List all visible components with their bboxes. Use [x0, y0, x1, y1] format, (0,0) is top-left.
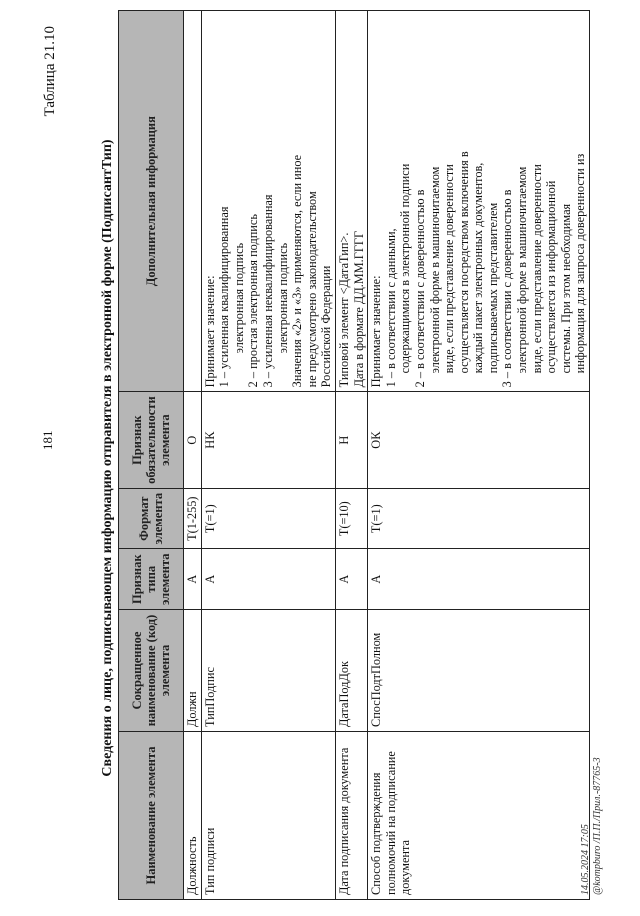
- cell-info: [184, 11, 202, 392]
- cell-type: А: [335, 549, 367, 610]
- cell-name: Способ подтверждения полномочий на подписание документа: [368, 732, 590, 900]
- footer-stamp-line: 14.05.2024 17:05: [580, 824, 591, 895]
- header-type: Признак типа элемента: [119, 549, 184, 610]
- cell-format: T(1-255): [184, 488, 202, 549]
- table-row: [368, 11, 590, 900]
- page-number: 181: [40, 430, 55, 450]
- cell-code: СпосПодтПолном: [368, 610, 590, 732]
- table-row: [201, 11, 335, 900]
- footer-stamp-line: @kompburo /П.П./Прил.-87765-3: [592, 757, 603, 895]
- cell-required: ОК: [368, 392, 590, 489]
- cell-name: Дата подписания документа: [335, 732, 367, 900]
- cell-code: ДатаПодДок: [335, 610, 367, 732]
- cell-format: T(=1): [201, 488, 335, 549]
- header-info: Дополнительная информация: [119, 11, 184, 392]
- cell-code: Должн: [184, 610, 202, 732]
- cell-required: Н: [335, 392, 367, 489]
- cell-format: T(=1): [368, 488, 590, 549]
- cell-code: ТипПодпис: [201, 610, 335, 732]
- cell-type: А: [201, 549, 335, 610]
- cell-info: Принимает значение: 1 – в соответствии с данными, содержащимися в электронной подписи 2 – в соответствии с доверенностью в электронной форме в машиночитаемом виде, если представление доверенности осуществляется посредством включения в каждый пакет электронных документов, подписываемых представителем 3 – в соответствии с доверенностью в электронной форме в машиночитаемом виде, если представление доверенности осуществляется из информационной системы. При этом необходимая информация для запроса доверенности из: [368, 11, 590, 392]
- cell-name: Должность: [184, 732, 202, 900]
- cell-info: Принимает значение: 1 – усиленная квалифицированная электронная подпись 2 – простая электронная подпись 3 – усиленная неквалифицированная электронная подпись Значения «2» и «3» применяются, если иное не предусмотрено законодательством Российской Федерации: [201, 11, 335, 392]
- cell-name: Тип подписи: [201, 732, 335, 900]
- table-header-row: [119, 11, 184, 900]
- table-row: [184, 11, 202, 900]
- footer-stamp: [580, 757, 604, 895]
- cell-type: А: [184, 549, 202, 610]
- header-code: Сокращенное наименование (код) элемента: [119, 610, 184, 732]
- cell-type: А: [368, 549, 590, 610]
- table-row: [335, 11, 367, 900]
- header-format: Формат элемента: [119, 488, 184, 549]
- header-name: Наименование элемента: [119, 732, 184, 900]
- table-label: Таблица 21.10: [42, 26, 58, 117]
- cell-required: О: [184, 392, 202, 489]
- cell-info: Типовой элемент <ДатаТип>. Дата в формате ДД.ММ.ГГГГ: [335, 11, 367, 392]
- table-caption: Сведения о лице, подписывающем информацию отправителя в электронной форме (ПодписантТип): [100, 139, 115, 777]
- cell-required: НК: [201, 392, 335, 489]
- data-table: [118, 10, 590, 900]
- header-required: Признак обязательности элемента: [119, 392, 184, 489]
- cell-format: T(=10): [335, 488, 367, 549]
